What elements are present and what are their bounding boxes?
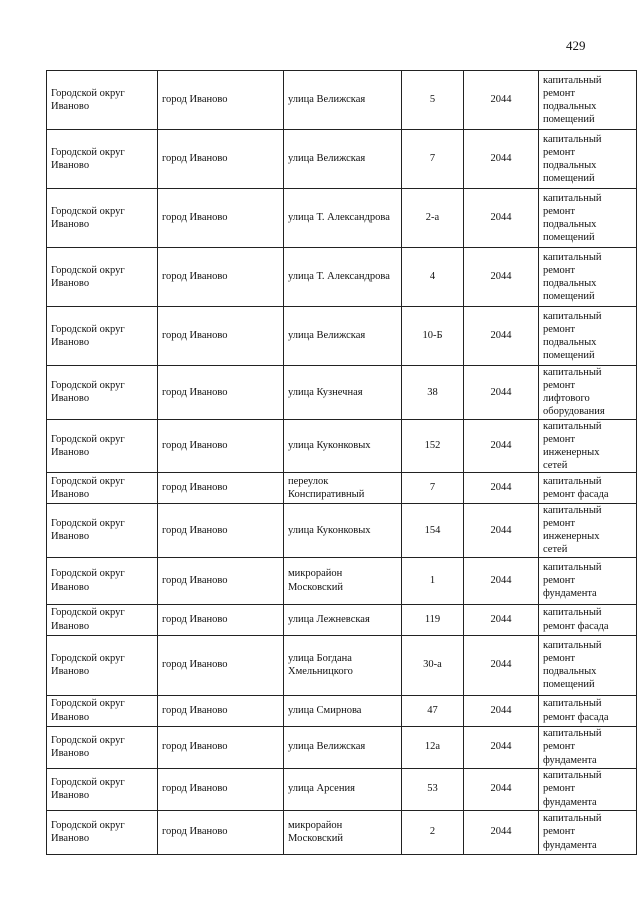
work-type-cell: капитальный ремонт фасада bbox=[539, 604, 637, 635]
table-row bbox=[47, 726, 637, 768]
settlement-cell: город Иваново bbox=[158, 810, 284, 854]
municipality-cell: Городской округ Иваново bbox=[47, 473, 158, 504]
year-cell: 2044 bbox=[464, 604, 539, 635]
street-cell: улица Куконковых bbox=[284, 419, 402, 473]
work-type-cell: капитальный ремонт фундамента bbox=[539, 557, 637, 604]
table-row bbox=[47, 695, 637, 726]
settlement-cell: город Иваново bbox=[158, 557, 284, 604]
street-cell: улица Велижская bbox=[284, 71, 402, 130]
house-number-cell: 2 bbox=[402, 810, 464, 854]
house-number-cell: 12а bbox=[402, 726, 464, 768]
settlement-cell: город Иваново bbox=[158, 768, 284, 810]
street-cell: улица Арсения bbox=[284, 768, 402, 810]
table-row bbox=[47, 130, 637, 189]
municipality-cell: Городской округ Иваново bbox=[47, 130, 158, 189]
table-row bbox=[47, 768, 637, 810]
year-cell: 2044 bbox=[464, 557, 539, 604]
table-body bbox=[47, 71, 637, 855]
house-number-cell: 154 bbox=[402, 504, 464, 558]
work-type-cell: капитальный ремонт подвальных помещений bbox=[539, 71, 637, 130]
municipality-cell: Городской округ Иваново bbox=[47, 557, 158, 604]
work-type-cell: капитальный ремонт фундамента bbox=[539, 810, 637, 854]
settlement-cell: город Иваново bbox=[158, 71, 284, 130]
settlement-cell: город Иваново bbox=[158, 130, 284, 189]
table-row bbox=[47, 71, 637, 130]
street-cell: микрорайон Московский bbox=[284, 557, 402, 604]
house-number-cell: 10-Б bbox=[402, 307, 464, 366]
work-type-cell: капитальный ремонт подвальных помещений bbox=[539, 248, 637, 307]
house-number-cell: 30-а bbox=[402, 635, 464, 695]
street-cell: улица Т. Александрова bbox=[284, 189, 402, 248]
municipality-cell: Городской округ Иваново bbox=[47, 726, 158, 768]
municipality-cell: Городской округ Иваново bbox=[47, 71, 158, 130]
municipality-cell: Городской округ Иваново bbox=[47, 366, 158, 420]
house-number-cell: 38 bbox=[402, 366, 464, 420]
street-cell: переулок Конспиративный bbox=[284, 473, 402, 504]
municipality-cell: Городской округ Иваново bbox=[47, 695, 158, 726]
municipality-cell: Городской округ Иваново bbox=[47, 189, 158, 248]
street-cell: улица Велижская bbox=[284, 130, 402, 189]
year-cell: 2044 bbox=[464, 504, 539, 558]
municipality-cell: Городской округ Иваново bbox=[47, 307, 158, 366]
work-type-cell: капитальный ремонт подвальных помещений bbox=[539, 307, 637, 366]
municipality-cell: Городской округ Иваново bbox=[47, 604, 158, 635]
house-number-cell: 5 bbox=[402, 71, 464, 130]
street-cell: улица Куконковых bbox=[284, 504, 402, 558]
table-row bbox=[47, 307, 637, 366]
settlement-cell: город Иваново bbox=[158, 419, 284, 473]
year-cell: 2044 bbox=[464, 726, 539, 768]
settlement-cell: город Иваново bbox=[158, 695, 284, 726]
settlement-cell: город Иваново bbox=[158, 307, 284, 366]
work-type-cell: капитальный ремонт подвальных помещений bbox=[539, 130, 637, 189]
year-cell: 2044 bbox=[464, 189, 539, 248]
table-row bbox=[47, 557, 637, 604]
house-number-cell: 47 bbox=[402, 695, 464, 726]
house-number-cell: 152 bbox=[402, 419, 464, 473]
house-number-cell: 7 bbox=[402, 130, 464, 189]
work-type-cell: капитальный ремонт фасада bbox=[539, 473, 637, 504]
municipality-cell: Городской округ Иваново bbox=[47, 504, 158, 558]
year-cell: 2044 bbox=[464, 366, 539, 420]
work-type-cell: капитальный ремонт фундамента bbox=[539, 726, 637, 768]
work-type-cell: капитальный ремонт подвальных помещений bbox=[539, 635, 637, 695]
street-cell: улица Лежневская bbox=[284, 604, 402, 635]
settlement-cell: город Иваново bbox=[158, 248, 284, 307]
settlement-cell: город Иваново bbox=[158, 635, 284, 695]
street-cell: улица Велижская bbox=[284, 307, 402, 366]
work-type-cell: капитальный ремонт инженерных сетей bbox=[539, 504, 637, 558]
table-row bbox=[47, 189, 637, 248]
table-row bbox=[47, 604, 637, 635]
settlement-cell: город Иваново bbox=[158, 604, 284, 635]
municipality-cell: Городской округ Иваново bbox=[47, 768, 158, 810]
year-cell: 2044 bbox=[464, 130, 539, 189]
settlement-cell: город Иваново bbox=[158, 504, 284, 558]
year-cell: 2044 bbox=[464, 473, 539, 504]
table-row bbox=[47, 635, 637, 695]
table-row bbox=[47, 810, 637, 854]
work-type-cell: капитальный ремонт фундамента bbox=[539, 768, 637, 810]
work-type-cell: капитальный ремонт инженерных сетей bbox=[539, 419, 637, 473]
work-type-cell: капитальный ремонт лифтового оборудования bbox=[539, 366, 637, 420]
page-number: 429 bbox=[566, 38, 586, 53]
municipality-cell: Городской округ Иваново bbox=[47, 248, 158, 307]
table-row bbox=[47, 366, 637, 420]
year-cell: 2044 bbox=[464, 810, 539, 854]
settlement-cell: город Иваново bbox=[158, 366, 284, 420]
work-type-cell: капитальный ремонт подвальных помещений bbox=[539, 189, 637, 248]
house-number-cell: 119 bbox=[402, 604, 464, 635]
house-number-cell: 2-а bbox=[402, 189, 464, 248]
street-cell: улица Велижская bbox=[284, 726, 402, 768]
year-cell: 2044 bbox=[464, 635, 539, 695]
street-cell: микрорайон Московский bbox=[284, 810, 402, 854]
year-cell: 2044 bbox=[464, 307, 539, 366]
house-number-cell: 7 bbox=[402, 473, 464, 504]
year-cell: 2044 bbox=[464, 248, 539, 307]
house-number-cell: 53 bbox=[402, 768, 464, 810]
year-cell: 2044 bbox=[464, 419, 539, 473]
table-row bbox=[47, 504, 637, 558]
year-cell: 2044 bbox=[464, 695, 539, 726]
year-cell: 2044 bbox=[464, 768, 539, 810]
street-cell: улица Кузнечная bbox=[284, 366, 402, 420]
work-type-cell: капитальный ремонт фасада bbox=[539, 695, 637, 726]
street-cell: улица Богдана Хмельницкого bbox=[284, 635, 402, 695]
municipality-cell: Городской округ Иваново bbox=[47, 635, 158, 695]
house-number-cell: 4 bbox=[402, 248, 464, 307]
street-cell: улица Т. Александрова bbox=[284, 248, 402, 307]
table-row bbox=[47, 248, 637, 307]
table-row bbox=[47, 419, 637, 473]
house-number-cell: 1 bbox=[402, 557, 464, 604]
settlement-cell: город Иваново bbox=[158, 189, 284, 248]
municipality-cell: Городской округ Иваново bbox=[47, 419, 158, 473]
municipality-cell: Городской округ Иваново bbox=[47, 810, 158, 854]
repair-schedule-table bbox=[46, 70, 637, 855]
settlement-cell: город Иваново bbox=[158, 473, 284, 504]
settlement-cell: город Иваново bbox=[158, 726, 284, 768]
year-cell: 2044 bbox=[464, 71, 539, 130]
table-row bbox=[47, 473, 637, 504]
street-cell: улица Смирнова bbox=[284, 695, 402, 726]
